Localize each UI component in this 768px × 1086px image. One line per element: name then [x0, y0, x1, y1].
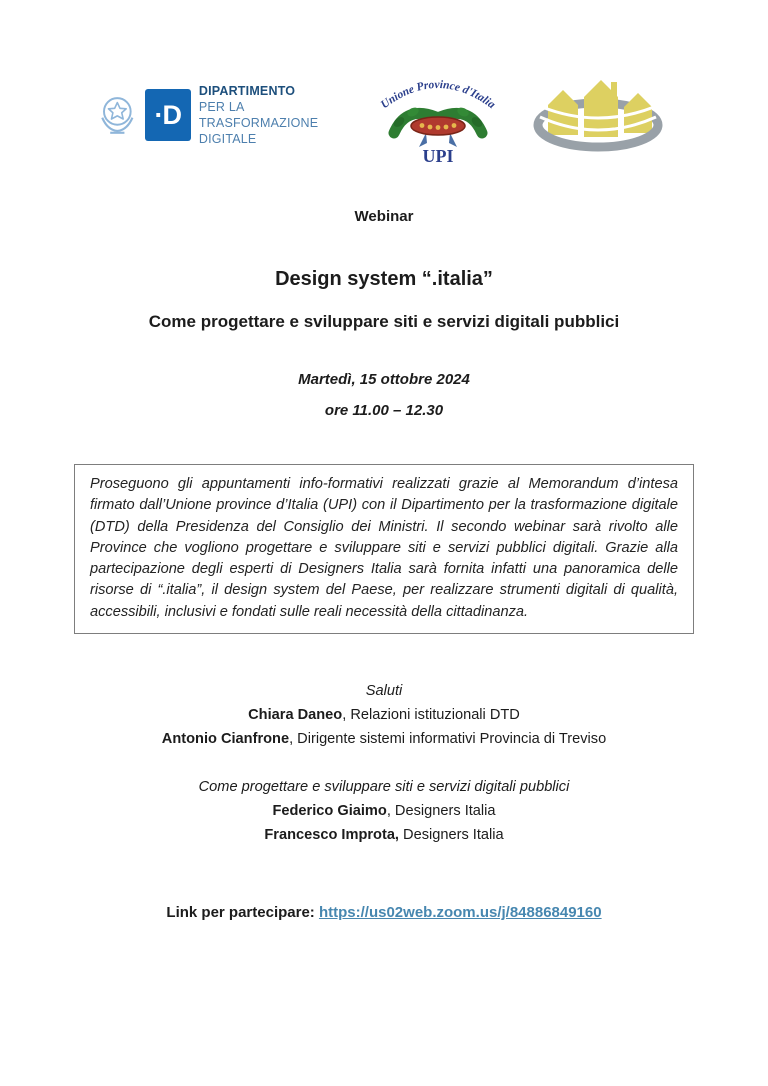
- speaker-line: [0, 799, 768, 823]
- speaker-line: [0, 727, 768, 751]
- page-subtitle: Come progettare e sviluppare siti e servizi digitali pubblici: [148, 312, 620, 331]
- speaker-name: Antonio Cianfrone: [161, 731, 290, 748]
- speaker-name: Francesco Improta,: [264, 827, 399, 844]
- speaker-role: , Designers Italia: [386, 803, 496, 820]
- dtd-line1: DIPARTIMENTO: [198, 84, 296, 98]
- dtd-logo: [96, 83, 348, 147]
- speaker-role: , Relazioni istituzionali DTD: [342, 707, 520, 724]
- svg-text:Unione Province d'Italia: [379, 79, 498, 111]
- speaker-name: Federico Giaimo: [272, 803, 387, 820]
- webinar-label: Webinar: [354, 208, 414, 225]
- session-title: Come progettare e sviluppare siti e servizi digitali pubblici: [198, 779, 570, 796]
- event-date: Martedì, 15 ottobre 2024: [298, 371, 470, 388]
- arena-icon: [528, 67, 668, 163]
- abstract-box: [74, 464, 694, 634]
- join-link-label: Link per partecipare:: [166, 904, 315, 922]
- event-time: ore 11.00 – 12.30: [324, 402, 444, 419]
- italy-emblem-icon: [96, 88, 139, 142]
- abstract-text: Proseguono gli appuntamenti info-formativi realizzati grazie al Memorandum d’intesa firmato dall’Unione province d’Italia (UPI) con il Dipartimento per la trasformazione digitale (DTD) della Presidenza del Consiglio dei Ministri. Il secondo webinar sarà rivolto alle Province che vogliono progettare e sviluppare siti e servizi pubblici digitali. Grazie alla partecipazione degli esperti di Designers Italia sarà fornita infatti una panoramica delle risorse di “.italia”, il design system del Paese, per realizzare strumenti digitali di qualità, accessibili, inclusivi e fondati sulle reali necessità della cittadinanza.: [90, 476, 678, 620]
- saluti-heading: Saluti: [365, 683, 403, 700]
- speaker-line: [0, 703, 768, 727]
- speaker-name: Chiara Daneo: [248, 707, 343, 724]
- dtd-line3: DIGITALE: [198, 132, 257, 146]
- join-link-row: [0, 904, 768, 921]
- upi-arc-text: Unione Province d'Italia: [378, 78, 498, 112]
- province-arena-logo: [528, 67, 668, 163]
- program: [0, 679, 768, 847]
- upi-label: UPI: [422, 146, 454, 166]
- speaker-role: , Dirigente sistemi informativi Provincia di Treviso: [289, 731, 607, 748]
- dtd-square-mark: ·D: [145, 89, 191, 141]
- speaker-role: Designers Italia: [399, 827, 504, 844]
- dtd-wordmark: [199, 83, 348, 147]
- session-block: [0, 775, 768, 847]
- speaker-line: [0, 823, 768, 847]
- page-title: Design system “.italia”: [275, 268, 493, 290]
- zoom-meeting-link[interactable]: https://us02web.zoom.us/j/84886849160: [318, 904, 602, 922]
- upi-logo: [372, 63, 504, 167]
- logo-row: [0, 0, 768, 168]
- dtd-line2: PER LA TRASFORMAZIONE: [198, 100, 319, 130]
- upi-laurel-icon: [392, 106, 484, 147]
